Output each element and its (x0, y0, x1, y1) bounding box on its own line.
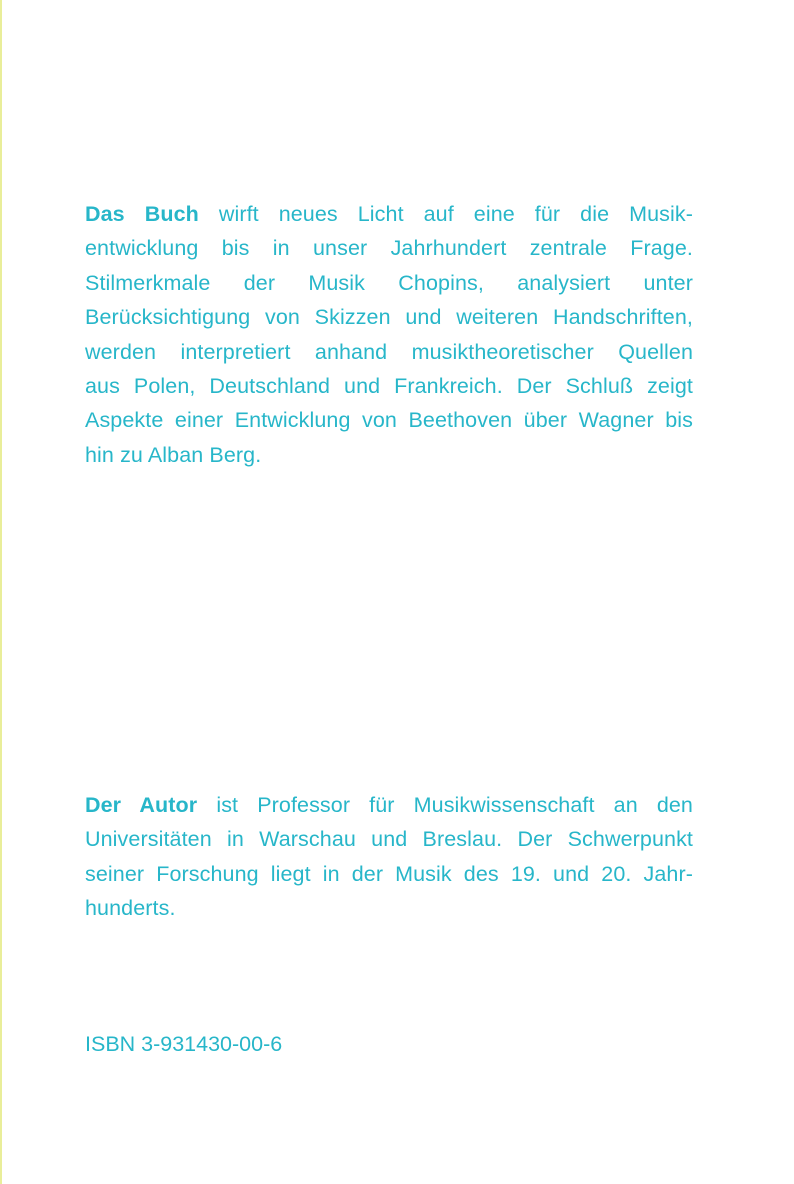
author-line-1 (85, 788, 693, 822)
book-line-3: Stilmerkmale der Musik Chopins, analysiert unter (85, 270, 693, 295)
author-description (85, 788, 693, 926)
isbn: ISBN 3-931430-00-6 (85, 1032, 283, 1056)
book-lead: Das Buch (85, 202, 199, 226)
author-lead: Der Autor (85, 793, 198, 817)
book-line-5: werden interpretiert anhand musiktheoretischer Quellen (85, 339, 693, 364)
book-line-7: Aspekte einer Entwicklung von Beethoven über Wagner bis (85, 408, 693, 433)
page-edge (0, 0, 2, 1184)
book-line-1 (85, 197, 693, 231)
book-line-4: Berücksichtigung von Skizzen und weiteren Handschriften, (85, 305, 693, 330)
book-line-6: aus Polen, Deutschland und Frankreich. Der Schluß zeigt (85, 373, 693, 398)
book-line-2: entwicklung bis in unser Jahrhundert zentrale Frage. (85, 236, 693, 261)
book-line-8: hin zu Alban Berg. (85, 442, 262, 467)
author-line-3: seiner Forschung liegt in der Musik des 19. und 20. Jahr- (85, 861, 693, 886)
author-line-4: hunderts. (85, 896, 176, 921)
author-line-1-text: ist Professor für Musikwissenschaft an den (197, 793, 693, 817)
book-line-1-text: wirft neues Licht auf eine für die Musik- (198, 202, 693, 226)
author-line-2: Universitäten in Warschau und Breslau. Der Schwerpunkt (85, 827, 693, 852)
book-description (85, 197, 693, 472)
